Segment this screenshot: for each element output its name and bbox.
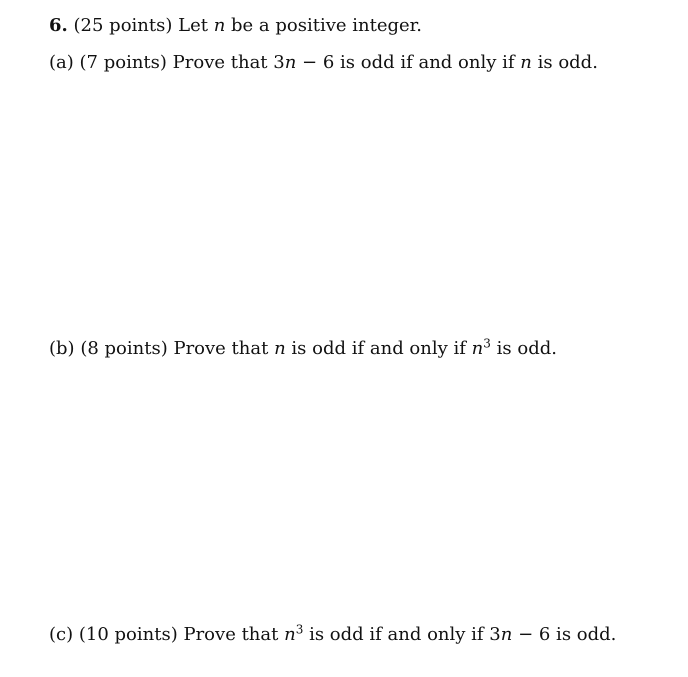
question-points: (25 points)	[73, 15, 173, 36]
math-variable-n: n	[284, 624, 296, 645]
math-exponent: 3	[483, 336, 491, 351]
part-a-text-3: is odd.	[537, 52, 598, 73]
question-text-2: be a positive integer.	[231, 15, 423, 36]
math-variable-n: n	[500, 624, 513, 645]
part-b-text-3: is odd.	[496, 338, 557, 359]
part-a-label: (a)	[49, 52, 74, 73]
question-number: 6.	[49, 15, 68, 36]
math-variable-n: n	[274, 338, 286, 359]
part-c-text-1: Prove that	[183, 624, 279, 645]
part-a-prompt	[49, 51, 598, 75]
part-b-points: (8 points)	[80, 338, 168, 359]
part-b-prompt	[49, 337, 557, 361]
part-b-text-1: Prove that	[173, 338, 269, 359]
part-c-prompt	[49, 623, 616, 647]
part-c-points: (10 points)	[78, 624, 178, 645]
part-a-text-1: Prove that 3	[172, 52, 285, 73]
question-text-1: Let	[178, 15, 208, 36]
math-variable-n: n	[213, 15, 226, 36]
part-c-label: (c)	[49, 624, 74, 645]
part-a-text-2: − 6 is odd if and only if	[296, 52, 515, 73]
math-variable-n: n	[520, 52, 532, 73]
question-header	[49, 14, 422, 38]
math-exponent: 3	[295, 622, 304, 637]
part-b-text-2: is odd if and only if	[291, 338, 466, 359]
part-a-points: (7 points)	[79, 52, 167, 73]
math-variable-n: n	[284, 52, 297, 73]
math-variable-n: n	[471, 338, 484, 359]
part-b-label: (b)	[49, 338, 75, 359]
part-c-text-2: is odd if and only if 3	[309, 624, 501, 645]
part-c-text-3: − 6 is odd.	[512, 624, 617, 645]
